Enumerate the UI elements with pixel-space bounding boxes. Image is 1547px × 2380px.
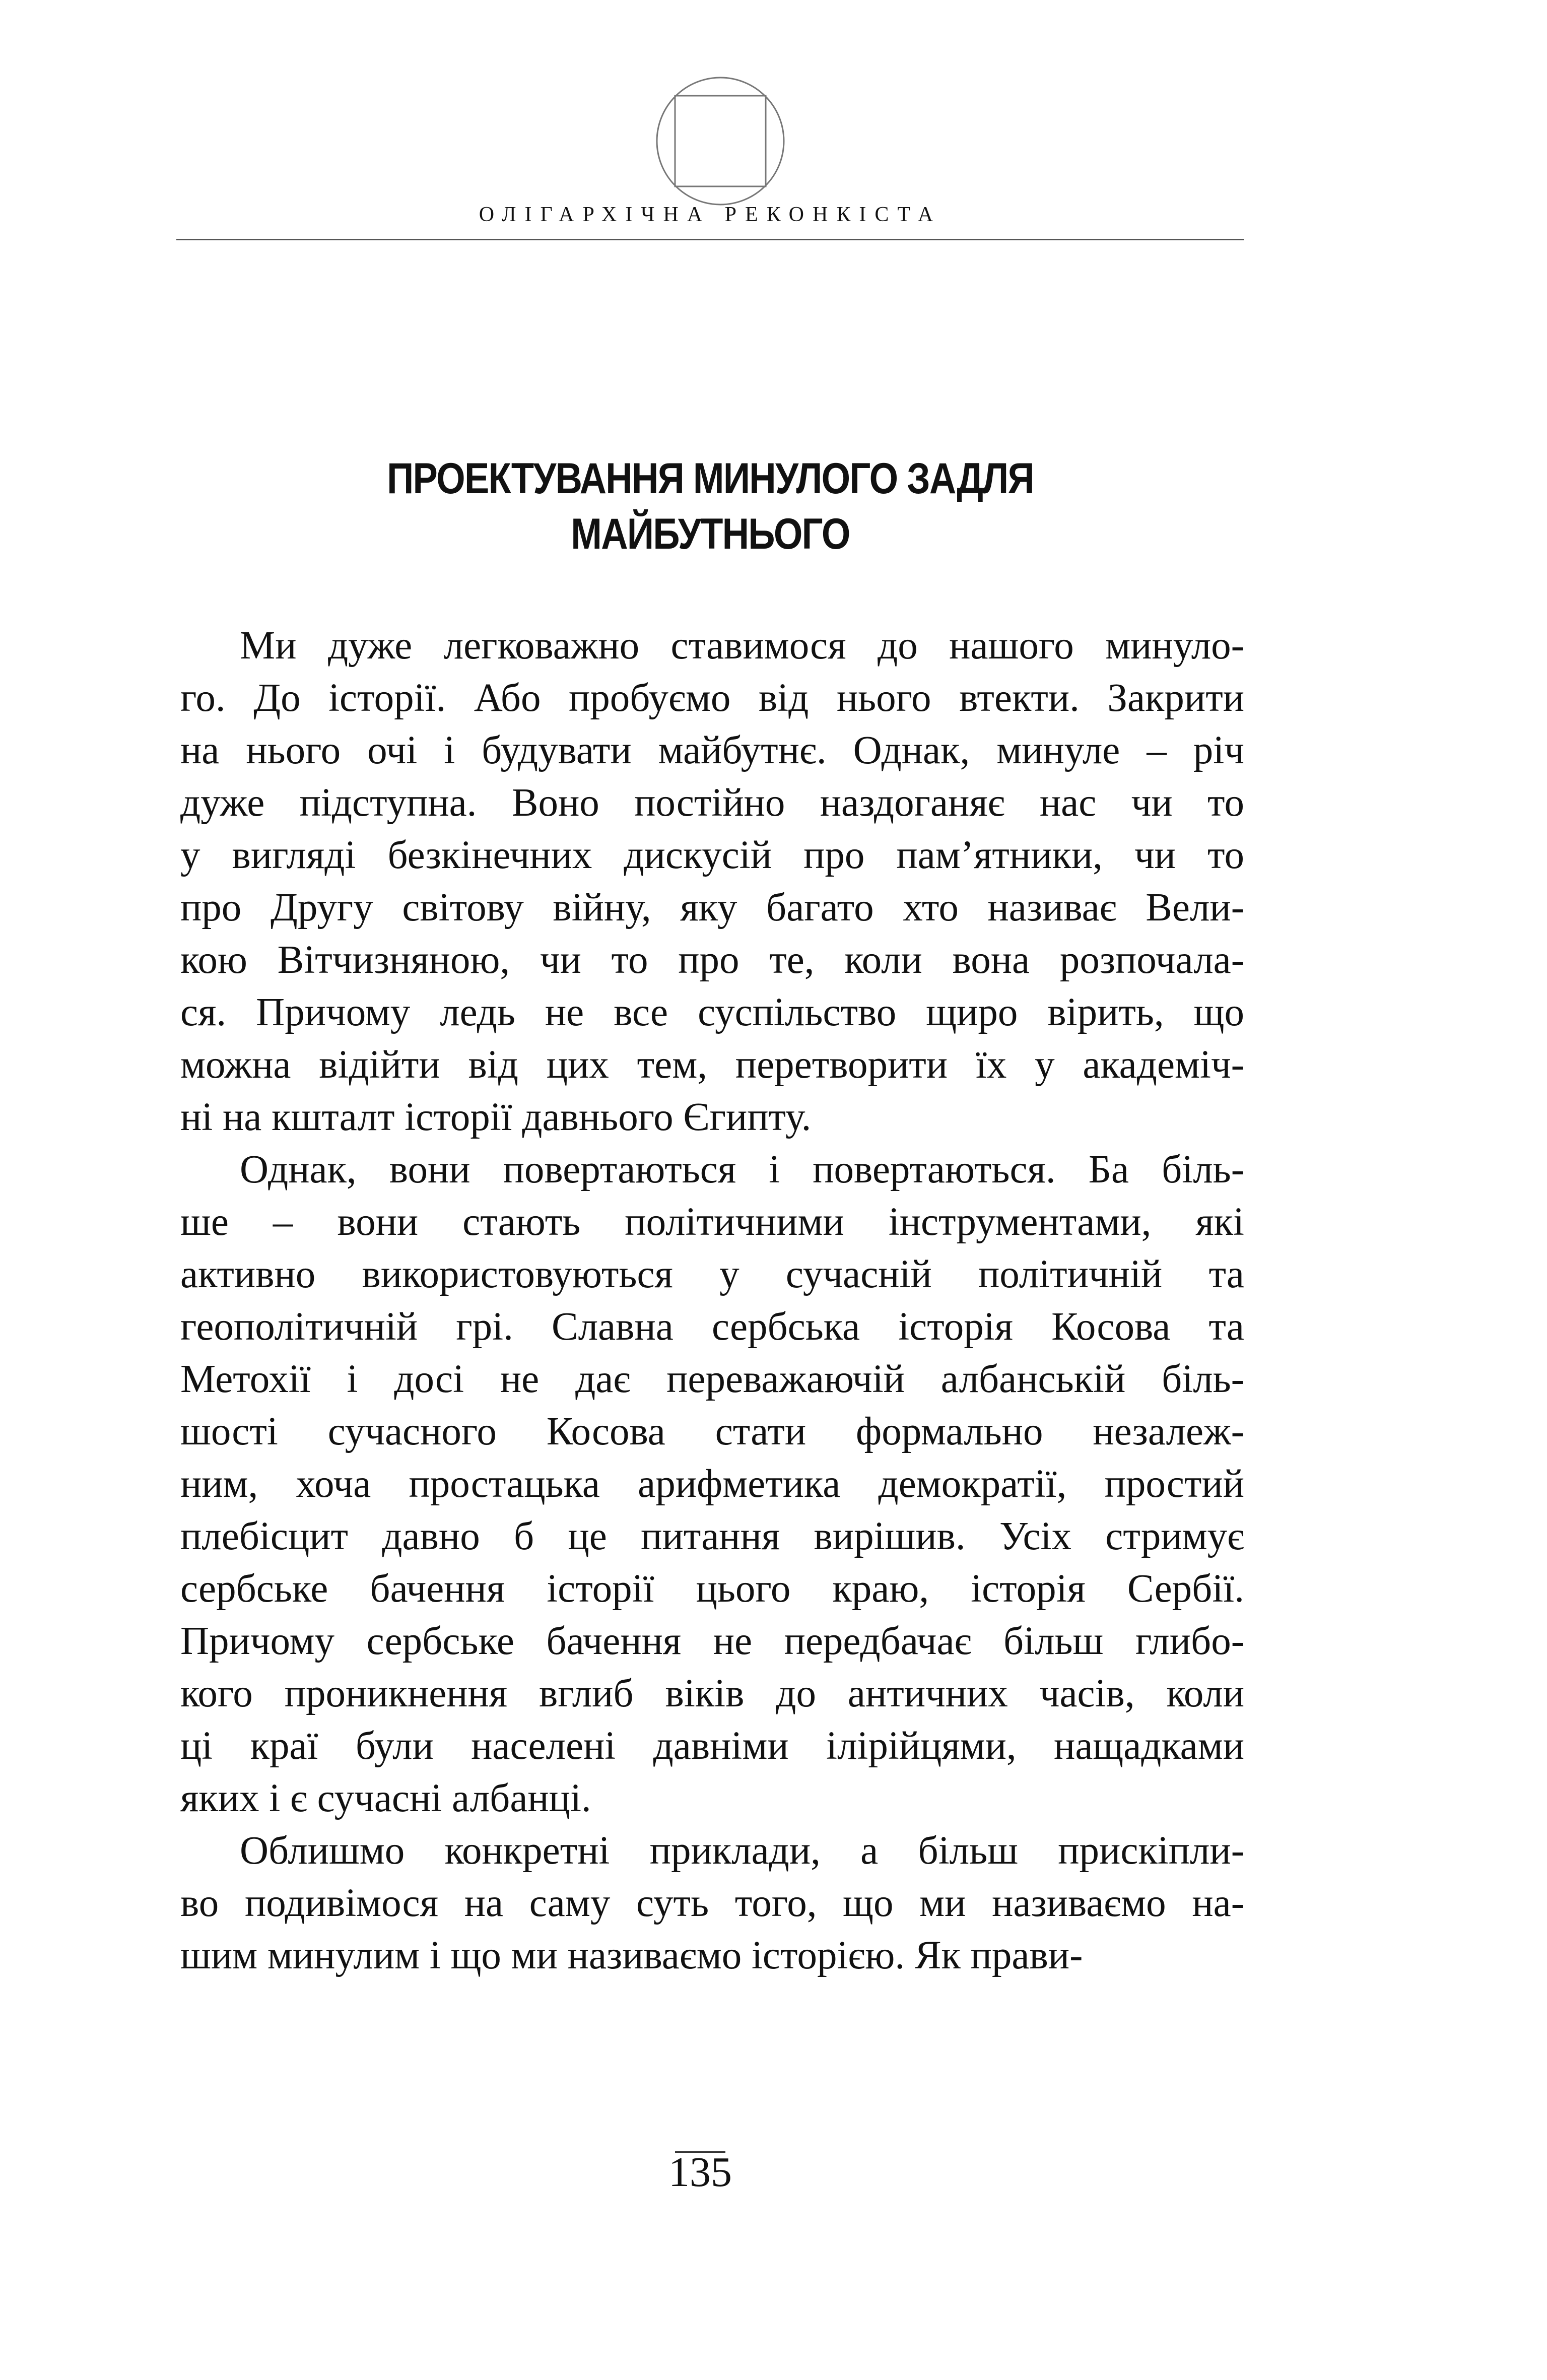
- text-line: можна відійти від цих тем, перетворити їх у академіч-: [180, 1043, 1244, 1087]
- text-line: кою Вітчизняною, чи то про те, коли вона розпочала-: [180, 938, 1244, 982]
- paragraph: [180, 1144, 1244, 1825]
- text-line: шості сучасного Косова стати формально незалеж-: [180, 1410, 1244, 1453]
- chapter-title-line-1: ПРОЕКТУВАННЯ МИНУЛОГО ЗАДЛЯ: [387, 454, 1034, 503]
- paragraph: [180, 1825, 1244, 1982]
- text-line: про Другу світову війну, яку багато хто називає Вели-: [180, 886, 1244, 930]
- page-number: 135: [668, 2149, 732, 2196]
- chapter-title-line-2: МАЙБУТНЬОГО: [571, 510, 850, 558]
- body-text: [180, 620, 1244, 1982]
- text-line: геополітичній грі. Славна сербська історія Косова та: [180, 1305, 1244, 1349]
- text-line: у вигляді безкінечних дискусій про пам’ятники, чи то: [180, 833, 1244, 877]
- chapter-title: [251, 451, 1169, 562]
- text-line: ся. Причому ледь не все суспільство щиро вірить, що: [180, 990, 1244, 1034]
- text-line: Облишмо конкретні приклади, а більш прискіпли-: [240, 1829, 1244, 1873]
- text-line: сербське бачення історії цього краю, історія Сербії.: [180, 1567, 1244, 1611]
- text-line: Ми дуже легковажно ставимося до нашого минуло-: [240, 624, 1244, 668]
- text-line: шим минулим і що ми називаємо історією. Як прави-: [180, 1934, 1083, 1977]
- text-line: на нього очі і будувати майбутнє. Однак, минуле – річ: [180, 729, 1244, 772]
- text-line: активно використовуються у сучасній політичній та: [180, 1252, 1244, 1296]
- text-line: Причому сербське бачення не передбачає більш глибо-: [180, 1619, 1244, 1663]
- text-line: го. До історії. Або пробуємо від нього втекти. Закрити: [180, 676, 1244, 720]
- text-line: во подивімося на саму суть того, що ми називаємо на-: [180, 1881, 1244, 1925]
- text-line: кого проникнення вглиб віків до античних часів, коли: [180, 1672, 1244, 1715]
- text-line: ше – вони стають політичними інструментами, які: [180, 1200, 1244, 1244]
- text-line: Однак, вони повертаються і повертаються. Ба біль-: [240, 1148, 1244, 1192]
- text-line: дуже підступна. Воно постійно наздоганяє нас чи то: [180, 781, 1244, 825]
- circle-square-emblem-icon: [654, 75, 787, 208]
- header-rule: [176, 239, 1244, 240]
- text-line: ці краї були населені давніми ілірійцями, нащадками: [180, 1724, 1244, 1768]
- text-line: Метохії і досі не дає переважаючій албанській біль-: [180, 1357, 1244, 1401]
- text-line: плебісцит давно б це питання вирішив. Усіх стримує: [180, 1514, 1244, 1558]
- text-line: яких і є сучасні албанці.: [180, 1776, 591, 1820]
- text-line: ним, хоча простацька арифметика демократії, простий: [180, 1462, 1244, 1506]
- running-head-title: ОЛІГАРХІЧНА РЕКОНКІСТА: [479, 203, 942, 226]
- paragraph: [180, 620, 1244, 1144]
- text-line: ні на кшталт історії давнього Єгипту.: [180, 1095, 812, 1139]
